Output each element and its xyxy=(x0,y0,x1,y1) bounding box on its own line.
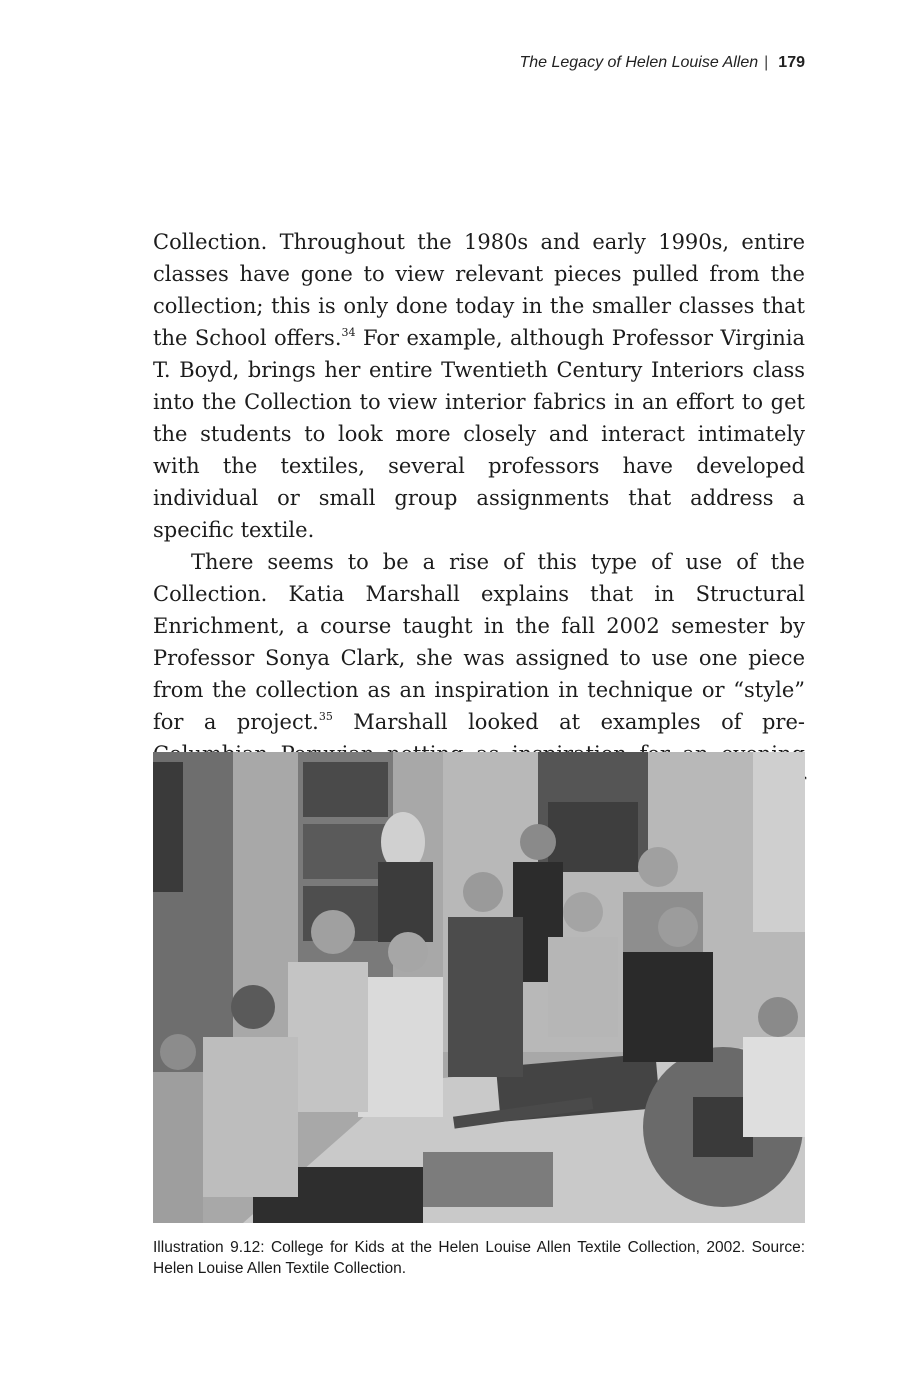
photo-illustration xyxy=(153,752,805,1223)
paragraph-1 xyxy=(153,226,805,546)
page-number: 179 xyxy=(778,54,805,71)
paragraph-2-text-a: There seems to be a rise of this type of use of the Collection. Katia Marshall explains that in Structural Enrichment, a course taught in the fall 2002 semester by Professor Sonya Clark, she was assigned to use one piece from the collection as an inspiration in technique or “style” for a project. xyxy=(153,550,805,734)
running-head xyxy=(519,54,805,72)
figure-caption: Illustration 9.12: College for Kids at the Helen Louise Allen Textile Collection, 2002. Source: Helen Louise Allen Textile Collection. xyxy=(153,1239,805,1277)
figure-photo xyxy=(153,752,805,1223)
footnote-ref-35: 35 xyxy=(318,710,333,723)
paragraph-2-text-b: Marshall looked at examples of pre- xyxy=(353,710,805,734)
paragraph-1-text-a: Collection. Throughout the 1980s and early 1990s, entire classes have gone to view relevant pieces pulled from the collection; this is only done today in the smaller classes that the School offers. xyxy=(153,230,805,350)
header-separator: | xyxy=(764,54,769,71)
paragraph-1-text-b: For example, although Professor Virginia T. Boyd, brings her entire Twentieth Century Interiors class into the Collection to view interior fabrics in an effort to get the students to look more closely and interact intimately with the textiles, several professors have developed individual or small group assignments that address a specific textile. xyxy=(153,326,805,542)
body-text xyxy=(153,226,805,834)
running-title: The Legacy of Helen Louise Allen xyxy=(519,54,759,71)
footnote-ref-34: 34 xyxy=(341,326,356,339)
